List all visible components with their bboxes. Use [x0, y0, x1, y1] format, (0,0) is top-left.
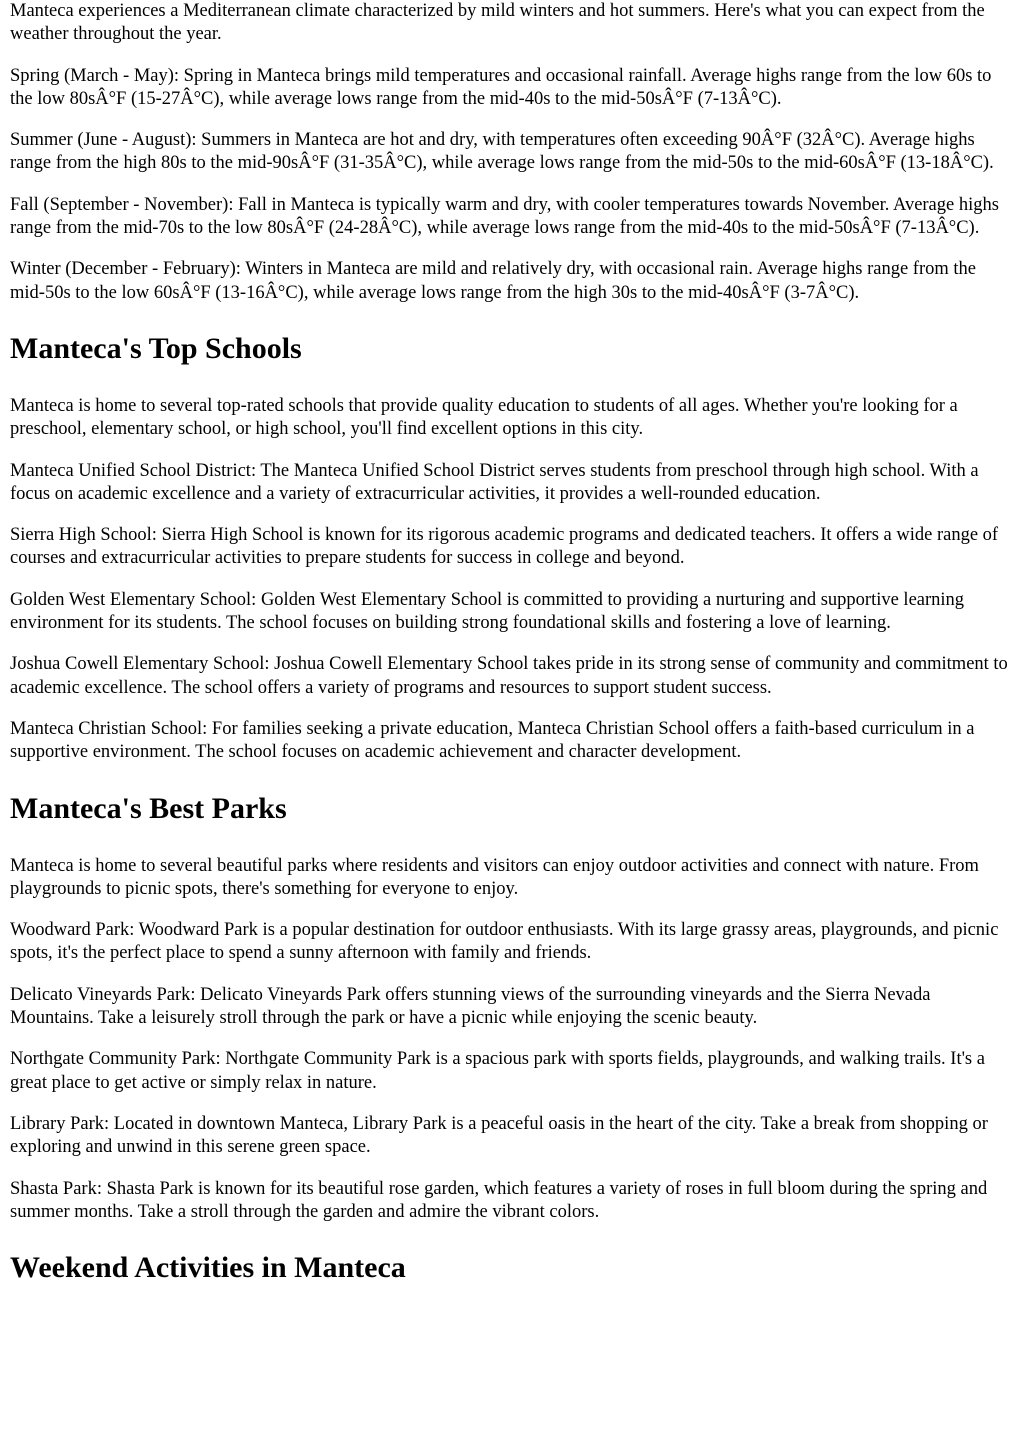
weather-section [10, 0, 1014, 305]
school-item: Manteca Unified School District: The Manteca Unified School District serves students from preschool through high school. With a focus on academic excellence and a variety of extracurricular activities, it provides a well-rounded education. [10, 460, 979, 504]
parks-heading: Manteca's Best Parks [10, 791, 287, 825]
weekend-heading: Weekend Activities in Manteca [10, 1251, 406, 1285]
schools-heading: Manteca's Top Schools [10, 331, 302, 365]
parks-intro: Manteca is home to several beautiful parks where residents and visitors can enjoy outdoor activities and connect with nature. From playgrounds to picnic spots, there's something for everyone to enjoy. [10, 855, 979, 899]
weekend-section [10, 1250, 1014, 1286]
park-item: Shasta Park: Shasta Park is known for its beautiful rose garden, which features a variety of roses in full bloom during the spring and summer months. Take a stroll through the garden and admire the vibrant colors. [10, 1178, 988, 1222]
school-item: Joshua Cowell Elementary School: Joshua Cowell Elementary School takes pride in its strong sense of community and commitment to academic excellence. The school offers a variety of programs and resources to support student success. [10, 654, 1008, 698]
school-item: Manteca Christian School: For families seeking a private education, Manteca Christian School offers a faith-based curriculum in a supportive environment. The school focuses on academic achievement and character development. [10, 718, 975, 763]
schools-intro: Manteca is home to several top-rated schools that provide quality education to students of all ages. Whether you're looking for a preschool, elementary school, or high school, you'll find excellent options in this city. [10, 395, 958, 440]
weather-intro: Manteca experiences a Mediterranean climate characterized by mild winters and hot summers. Here's what you can expect from the weather throughout the year. [10, 1, 985, 45]
article-body [10, 0, 1014, 1314]
weather-summer: Summer (June - August): Summers in Manteca are hot and dry, with temperatures often exceeding 90Â°F (32Â°C). Average highs range from the high 80s to the mid-90sÂ°F (31-35Â°C), while average lows range from the mid-50s to the mid-60sÂ°F (13-18Â°C). [10, 130, 994, 174]
weather-spring: Spring (March - May): Spring in Manteca brings mild temperatures and occasional rainfall. Average highs range from the low 60s to the low 80sÂ°F (15-27Â°C), while average lows range from the mid-40s to the mid-50sÂ°F (7-13Â°C). [10, 65, 992, 109]
park-item: Woodward Park: Woodward Park is a popular destination for outdoor enthusiasts. With its large grassy areas, playgrounds, and picnic spots, it's the perfect place to spend a sunny afternoon with family and friends. [10, 920, 999, 964]
parks-section [10, 791, 1014, 1225]
school-item: Golden West Elementary School: Golden West Elementary School is committed to providing a nurturing and supportive learning environment for its students. The school focuses on building strong foundational skills and fostering a love of learning. [10, 589, 965, 634]
school-item: Sierra High School: Sierra High School is known for its rigorous academic programs and dedicated teachers. It offers a wide range of courses and extracurricular activities to prepare students for success in college and beyond. [10, 525, 999, 569]
weather-winter: Winter (December - February): Winters in Manteca are mild and relatively dry, with occasional rain. Average highs range from the mid-50s to the low 60sÂ°F (13-16Â°C), while average lows range from the high 30s to the mid-40sÂ°F (3-7Â°C). [10, 259, 976, 303]
park-item: Delicato Vineyards Park: Delicato Vineyards Park offers stunning views of the surrounding vineyards and the Sierra Nevada Mountains. Take a leisurely stroll through the park or have a picnic while enjoying the scenic beauty. [10, 984, 931, 1029]
schools-section [10, 331, 1014, 765]
park-item: Northgate Community Park: Northgate Community Park is a spacious park with sports fields, playgrounds, and walking trails. It's a great place to get active or simply relax in nature. [10, 1049, 985, 1093]
weather-fall: Fall (September - November): Fall in Manteca is typically warm and dry, with cooler temperatures towards November. Average highs range from the mid-70s to the low 80sÂ°F (24-28Â°C), while average lows range from the mid-40s to the mid-50sÂ°F (7-13Â°C). [10, 194, 999, 239]
park-item: Library Park: Located in downtown Manteca, Library Park is a peaceful oasis in the heart of the city. Take a break from shopping or exploring and unwind in this serene green space. [10, 1113, 988, 1158]
